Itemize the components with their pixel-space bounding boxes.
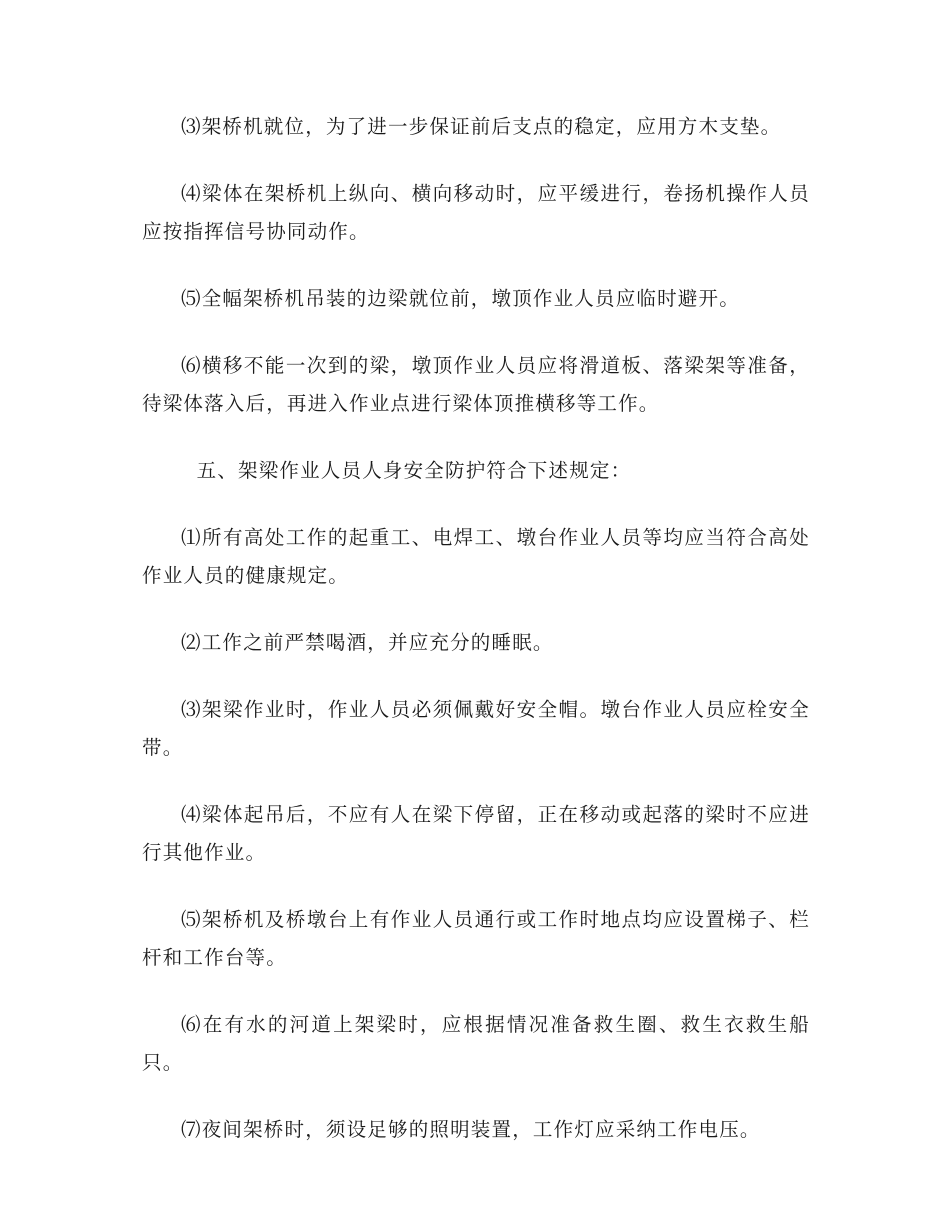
paragraph-6: ⑴所有高处工作的起重工、电焊工、墩台作业人员等均应当符合高处作业人员的健康规定。: [142, 526, 810, 587]
paragraph-3: ⑸全幅架桥机吊装的边梁就位前，墩顶作业人员应临时避开。: [181, 287, 740, 310]
paragraph-9: ⑷梁体起吊后，不应有人在梁下停留，正在移动或起落的梁时不应进行其他作业。: [142, 803, 810, 864]
paragraph-10: ⑸架桥机及桥墩台上有作业人员通行或工作时地点均应设置梯子、栏杆和工作台等。: [142, 908, 810, 969]
paragraph-12: ⑺夜间架桥时，须设足够的照明装置，工作灯应采纳工作电压。: [181, 1118, 761, 1141]
document-body: [142, 108, 810, 1178]
paragraph-8: ⑶架梁作业时，作业人员必须佩戴好安全帽。墩台作业人员应栓安全带。: [142, 698, 810, 759]
paragraph-7: ⑵工作之前严禁喝酒，并应充分的睡眠。: [181, 631, 554, 654]
paragraph-11: ⑹在有水的河道上架梁时，应根据情况准备救生圈、救生衣救生船只。: [142, 1013, 810, 1074]
paragraph-1: ⑶架桥机就位，为了进一步保证前后支点的稳定，应用方木支垫。: [181, 115, 782, 138]
paragraph-2: ⑷梁体在架桥机上纵向、横向移动时，应平缓进行，卷扬机操作人员应按指挥信号协同动作。: [142, 182, 810, 243]
paragraph-4: ⑹横移不能一次到的梁，墩顶作业人员应将滑道板、落梁架等准备，待梁体落入后，再进入作业点进行梁体顶推横移等工作。: [142, 354, 810, 415]
section-heading: 五、架梁作业人员人身安全防护符合下述规定：: [196, 459, 632, 482]
